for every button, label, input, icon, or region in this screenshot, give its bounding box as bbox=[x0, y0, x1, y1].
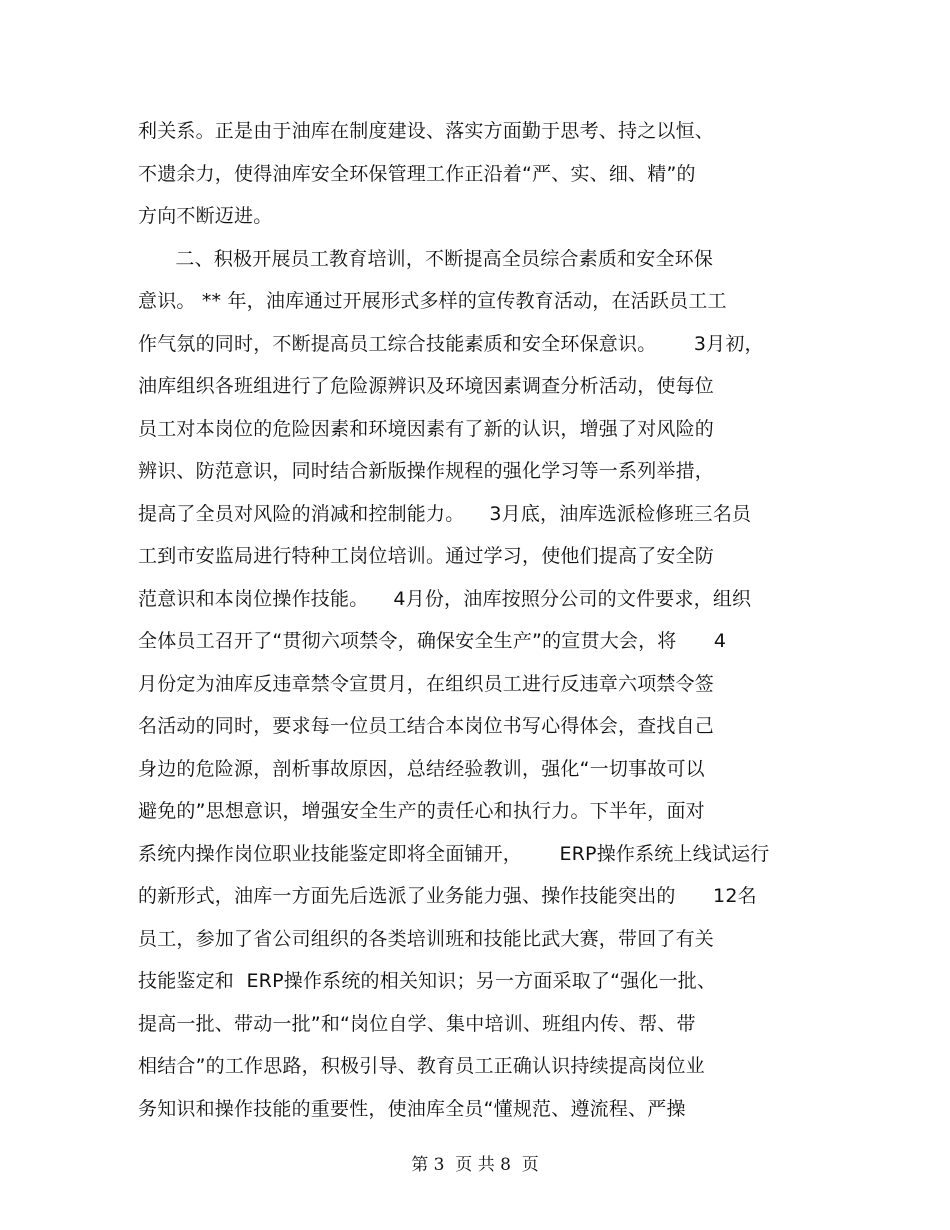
text-line: 辨识、防范意识，同时结合新版操作规程的强化学习等一系列举措， bbox=[138, 460, 715, 482]
text-line: 作气氛的同时，不断提高员工综合技能素质和安全环保意识。 3月初， bbox=[138, 332, 764, 355]
text-line: 的新形式，油库一方面先后选派了业务能力强、操作技能突出的 12名 bbox=[138, 885, 757, 907]
text-line: 意识。 ** 年，油库通过开展形式多样的宣传教育活动，在活跃员工工 bbox=[138, 290, 727, 312]
body-text bbox=[138, 110, 838, 1130]
text-line: 系统内操作岗位职业技能鉴定即将全面铺开， ERP操作系统上线试运行 bbox=[138, 842, 770, 865]
text-line: 相结合”的工作思路，积极引导、教育员工正确认识持续提高岗位业 bbox=[138, 1055, 705, 1077]
text-line: 工到市安监局进行特种工岗位培训。通过学习，使他们提高了安全防 bbox=[138, 545, 715, 567]
text-line: 月份定为油库反违章禁令宣贯月，在组织员工进行反违章六项禁令签 bbox=[138, 672, 715, 695]
text-line: 方向不断迈进。 bbox=[138, 205, 273, 227]
text-line: 不遗余力，使得油库安全环保管理工作正沿着“严、实、细、精”的 bbox=[138, 162, 696, 185]
text-line: 全体员工召开了“贯彻六项禁令，确保安全生产”的宣贯大会，将 4 bbox=[138, 630, 727, 652]
text-line: 二、积极开展员工教育培训，不断提高全员综合素质和安全环保 bbox=[138, 247, 714, 270]
text-line: 油库组织各班组进行了危险源辨识及环境因素调查分析活动，使每位 bbox=[138, 375, 715, 397]
text-line: 名活动的同时，要求每一位员工结合本岗位书写心得体会，查找自己 bbox=[138, 715, 715, 737]
text-line: 范意识和本岗位操作技能。 4月份，油库按照分公司的文件要求，组织 bbox=[138, 587, 752, 610]
text-line: 员工对本岗位的危险因素和环境因素有了新的认识，增强了对风险的 bbox=[138, 417, 715, 440]
text-line: 技能鉴定和 ERP操作系统的相关知识；另一方面采取了“强化一批、 bbox=[138, 970, 717, 992]
text-line: 提高一批、带动一批”和“岗位自学、集中培训、班组内传、帮、带 bbox=[138, 1012, 696, 1035]
text-line: 身边的危险源，剖析事故原因，总结经验教训，强化“一切事故可以 bbox=[138, 757, 705, 780]
page-number-footer: 第 3 页 共 8 页 bbox=[411, 1155, 539, 1175]
text-line: 避免的”思想意识，增强安全生产的责任心和执行力。下半年，面对 bbox=[138, 800, 705, 822]
text-line: 员工，参加了省公司组织的各类培训班和技能比武大赛，带回了有关 bbox=[138, 927, 715, 950]
text-line: 提高了全员对风险的消减和控制能力。 3月底，油库选派检修班三名员 bbox=[138, 502, 752, 525]
text-line: 利关系。正是由于油库在制度建设、落实方面勤于思考、持之以恒、 bbox=[138, 120, 715, 142]
text-line: 务知识和操作技能的重要性，使油库全员“懂规范、遵流程、严操 bbox=[138, 1097, 686, 1120]
